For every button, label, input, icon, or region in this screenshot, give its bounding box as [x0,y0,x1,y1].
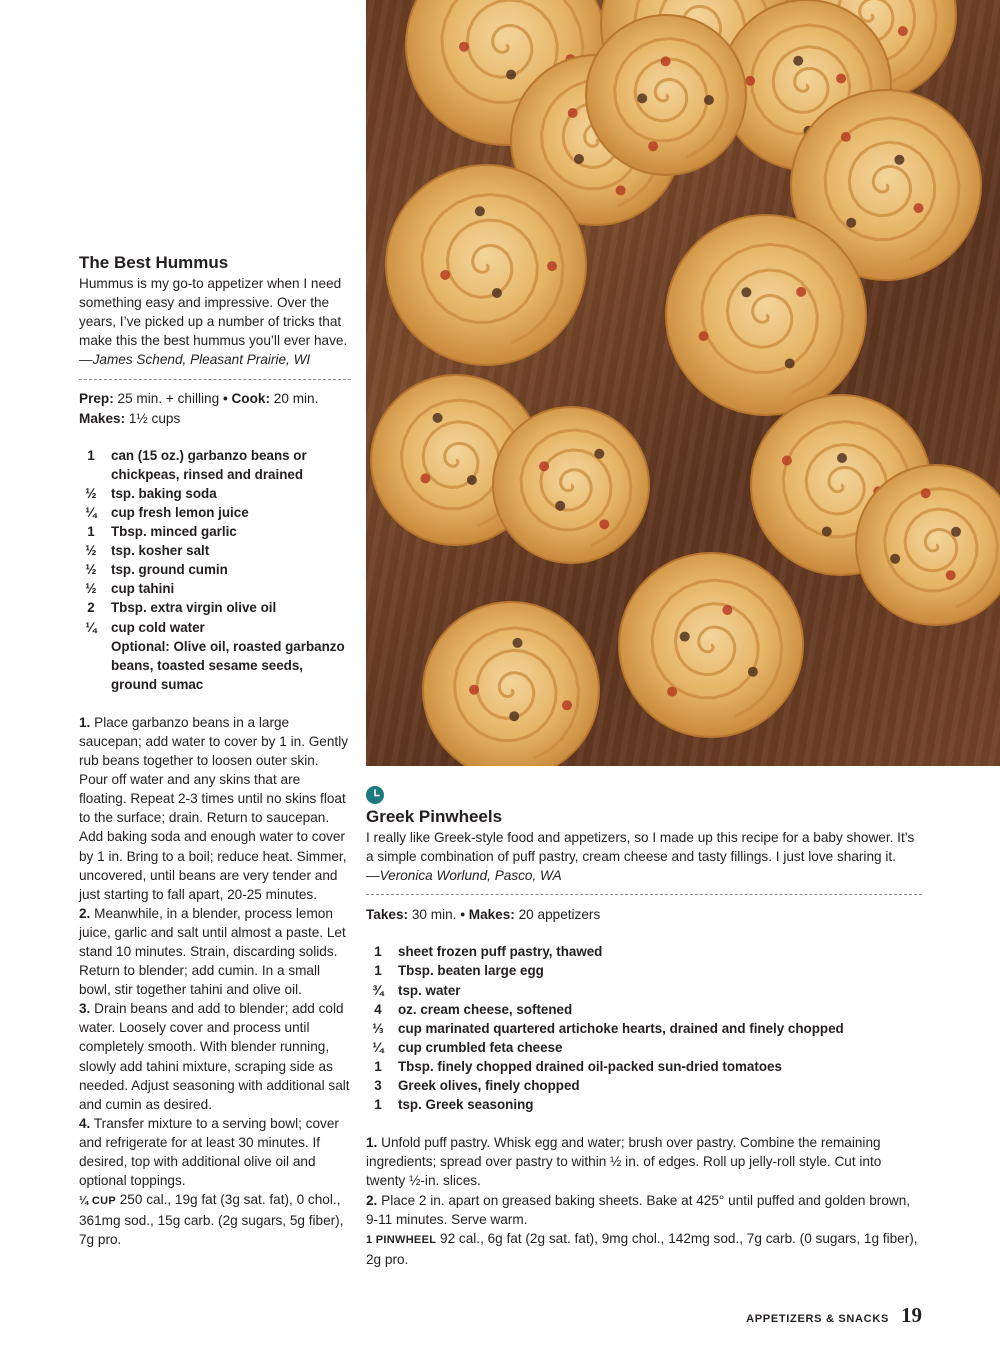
clock-icon [366,786,384,804]
pinwheels-byline: —Veronica Worlund, Pasco, WA [366,868,562,884]
makes-value: 20 appetizers [518,907,601,923]
ingredient-item [79,503,351,522]
ingredient-text: Tbsp. beaten large egg [398,963,544,979]
filling-fleck [741,287,751,297]
filling-fleck [745,76,755,86]
prep-value: 25 min. + chilling [117,391,220,407]
filling-fleck [785,359,795,369]
filling-fleck [782,456,792,466]
filling-fleck [440,270,450,280]
divider [366,894,922,895]
ingredient-qty: 1 [374,944,382,960]
ingredient-text: Tbsp. finely chopped drained oil-packed sun-dried tomatoes [398,1058,782,1074]
ingredient-qty: ½ [85,581,97,597]
filling-fleck [890,554,900,564]
filling-fleck [836,74,846,84]
ingredient-item [366,961,922,980]
filling-fleck [793,56,803,66]
takes-value: 30 min. [411,907,457,923]
nutrition-label: ¼ CUP [79,1195,116,1208]
nutrition-facts: 92 cal., 6g fat (2g sat. fat), 9mg chol., 142mg sod., 7g carb. (0 sugars, 1g fiber), 2g pro. [366,1230,918,1267]
filling-fleck [539,461,549,471]
ingredient-qty: ¼ [85,504,97,520]
step-text: Drain beans and add to blender; add cold water. Loosely cover and process until completely smooth. With blender running, slowly add tahini mixture, scraping side as needed. Adjust seasoning with additional salt and cumin as desired. [79,1001,350,1112]
filling-fleck [841,132,851,142]
filling-fleck [914,203,924,213]
pinwheels-title: Greek Pinwheels [366,807,503,826]
ingredient-item [366,1057,922,1076]
filling-fleck [433,413,443,423]
ingredient-qty [79,637,111,694]
filling-fleck [506,70,516,80]
ingredient-qty: 1 [374,1058,382,1074]
ingredient-item [366,942,922,961]
direction-step [79,713,351,904]
ingredient-qty: 1 [87,447,95,463]
pinwheel-pastries-illustration [366,0,1000,766]
filling-fleck [574,154,584,164]
ingredient-text: tsp. ground cumin [111,562,228,578]
filling-fleck [796,287,806,297]
hummus-byline: —James Schend, Pleasant Prairie, WI [79,352,311,368]
ingredient-text: cup cold water [111,619,205,635]
direction-step [79,1114,351,1190]
ingredient-qty: ½ [85,485,97,501]
pinwheels-ingredients [366,942,922,1114]
page-number: 19 [901,1303,922,1327]
ingredient-text: tsp. water [398,982,461,998]
filling-fleck [667,687,677,697]
pinwheels-nutrition [366,1229,922,1269]
step-text: Meanwhile, in a blender, process lemon juice, garlic and salt until almost a paste. Let stand 10 minutes. Strain, discarding solids. Return to blender; add cumin. In a small bowl, stir together tahini and olive oil. [79,905,346,998]
ingredient-item [79,637,351,694]
direction-step [79,904,351,999]
makes-value: 1½ cups [128,410,181,426]
step-number: 3. [79,1001,91,1017]
ingredient-item [79,560,351,579]
cook-value: 20 min. [273,391,319,407]
ingredient-text: Greek olives, finely chopped [398,1078,580,1094]
filling-fleck [837,453,847,463]
filling-fleck [748,667,758,677]
filling-fleck [661,56,671,66]
pinwheels-photo [366,0,1000,766]
ingredient-item [366,1076,922,1095]
ingredient-item [79,484,351,503]
hummus-intro: Hummus is my go-to appetizer when I need something easy and impressive. Over the years, I’ve picked up a number of tricks that make this the best hummus you’ll ever have. [79,276,348,349]
step-number: 1. [79,714,91,730]
ingredient-text: cup tahini [111,581,175,597]
filling-fleck [946,570,956,580]
ingredient-qty: 1 [374,1097,382,1113]
filling-fleck [594,449,604,459]
filling-fleck [469,685,479,695]
filling-fleck [513,638,523,648]
filling-fleck [492,288,502,298]
filling-fleck [951,527,961,537]
ingredient-qty: 4 [374,1001,382,1017]
ingredient-text: Tbsp. minced garlic [111,524,237,540]
ingredient-text: cup crumbled feta cheese [398,1039,563,1055]
pinwheels-directions [366,1133,922,1228]
makes-label: • Makes: [460,907,515,923]
filling-fleck [680,632,690,642]
filling-fleck [467,475,477,485]
cook-label: • Cook: [222,391,271,407]
ingredient-text: tsp. baking soda [111,485,217,501]
pinwheels-intro: I really like Greek-style food and appetizers, so I made up this recipe for a baby shower. It’s a simple combination of puff pastry, cream cheese and tasty fillings. I just love sharing it. [366,830,915,865]
ingredient-item [79,522,351,541]
filling-fleck [509,711,519,721]
ingredient-item [79,598,351,617]
filling-fleck [822,527,832,537]
ingredient-item [366,981,922,1000]
filling-fleck [616,185,626,195]
ingredient-item [79,618,351,637]
step-text: Place 2 in. apart on greased baking sheets. Bake at 425° until puffed and golden brown, 9-11 minutes. Serve warm. [366,1192,911,1227]
nutrition-facts: 250 cal., 19g fat (3g sat. fat), 0 chol., 361mg sod., 15g carb. (2g sugars, 5g fiber), 7g pro. [79,1192,344,1248]
ingredient-item [79,541,351,560]
ingredient-qty: 1 [87,524,95,540]
ingredient-item [366,1038,922,1057]
filling-fleck [637,93,647,103]
filling-fleck [846,218,856,228]
ingredient-text: can (15 oz.) garbanzo beans or chickpeas, rinsed and drained [111,447,307,482]
ingredient-qty: ½ [85,543,97,559]
direction-step [79,999,351,1114]
pinwheels-recipe [366,806,922,1269]
filling-fleck [921,488,931,498]
ingredient-text: tsp. Greek seasoning [398,1097,534,1113]
step-text: Unfold puff pastry. Whisk egg and water; brush over pastry. Combine the remaining ingredients; spread over pastry to within ½ in. of edges. Roll up jelly-roll style. Cut into twenty ½-in. slices. [366,1135,882,1189]
takes-label: Takes: [366,907,409,923]
filling-fleck [894,155,904,165]
filling-fleck [562,700,572,710]
ingredient-qty: ¼ [85,619,97,635]
filling-fleck [555,501,565,511]
page-footer [746,1303,922,1328]
filling-fleck [568,108,578,118]
filling-fleck [648,141,658,151]
direction-step [366,1191,922,1229]
filling-fleck [898,26,908,36]
pinwheels-intro-block [366,828,922,885]
hummus-ingredients [79,446,351,694]
step-text: Transfer mixture to a serving bowl; cover and refrigerate for at least 30 minutes. If desired, top with additional olive oil and optional toppings. [79,1115,339,1189]
prep-label: Prep: [79,391,114,407]
filling-fleck [459,42,469,52]
makes-label: Makes: [79,410,126,426]
ingredient-text: cup marinated quartered artichoke hearts, drained and finely chopped [398,1020,844,1036]
ingredient-qty: ¼ [372,1039,384,1055]
ingredient-text: Tbsp. extra virgin olive oil [111,600,277,616]
filling-fleck [699,331,709,341]
step-number: 1. [366,1135,378,1151]
ingredient-item [79,446,351,484]
hummus-recipe [79,252,351,1250]
hummus-directions [79,713,351,1190]
filling-fleck [420,473,430,483]
step-number: 2. [366,1192,378,1208]
pinwheels-meta [366,905,922,924]
ingredient-text: cup fresh lemon juice [111,504,249,520]
hummus-meta [79,389,351,427]
ingredient-qty: 1 [374,963,382,979]
ingredient-qty: 3 [374,1078,382,1094]
filling-fleck [599,519,609,529]
nutrition-label: 1 PINWHEEL [366,1233,437,1246]
ingredient-text: oz. cream cheese, softened [398,1001,573,1017]
filling-fleck [547,261,557,271]
section-name: APPETIZERS & SNACKS [746,1313,889,1325]
hummus-intro-block [79,274,351,369]
ingredient-item [79,579,351,598]
ingredient-item [366,1095,922,1114]
hummus-title: The Best Hummus [79,253,229,272]
filling-fleck [722,605,732,615]
direction-step [366,1133,922,1190]
ingredient-text: sheet frozen puff pastry, thawed [398,944,603,960]
ingredient-qty: ¾ [372,982,384,998]
step-number: 4. [79,1115,91,1131]
ingredient-item [366,1019,922,1038]
step-number: 2. [79,905,91,921]
ingredient-qty: ⅓ [372,1020,384,1036]
ingredient-qty: 2 [87,600,95,616]
filling-fleck [475,206,485,216]
ingredient-text: tsp. kosher salt [111,543,210,559]
ingredient-item [366,1000,922,1019]
ingredient-qty: ½ [85,562,97,578]
hummus-nutrition [79,1190,351,1249]
step-text: Place garbanzo beans in a large saucepan; add water to cover by 1 in. Gently rub beans together to loosen outer skin. Pour off water and any skins that are floating. Repeat 2-3 times until no skins float to the surface; drain. Return to saucepan. Add baking soda and enough water to cover by 1 in. Bring to a boil; reduce heat. Simmer, uncovered, until beans are very tender and just starting to fall apart, 20-25 minutes. [79,714,349,902]
divider [79,379,351,380]
filling-fleck [704,95,714,105]
ingredient-text: Optional: Olive oil, roasted garbanzo beans, toasted sesame seeds, ground sumac [111,638,345,692]
